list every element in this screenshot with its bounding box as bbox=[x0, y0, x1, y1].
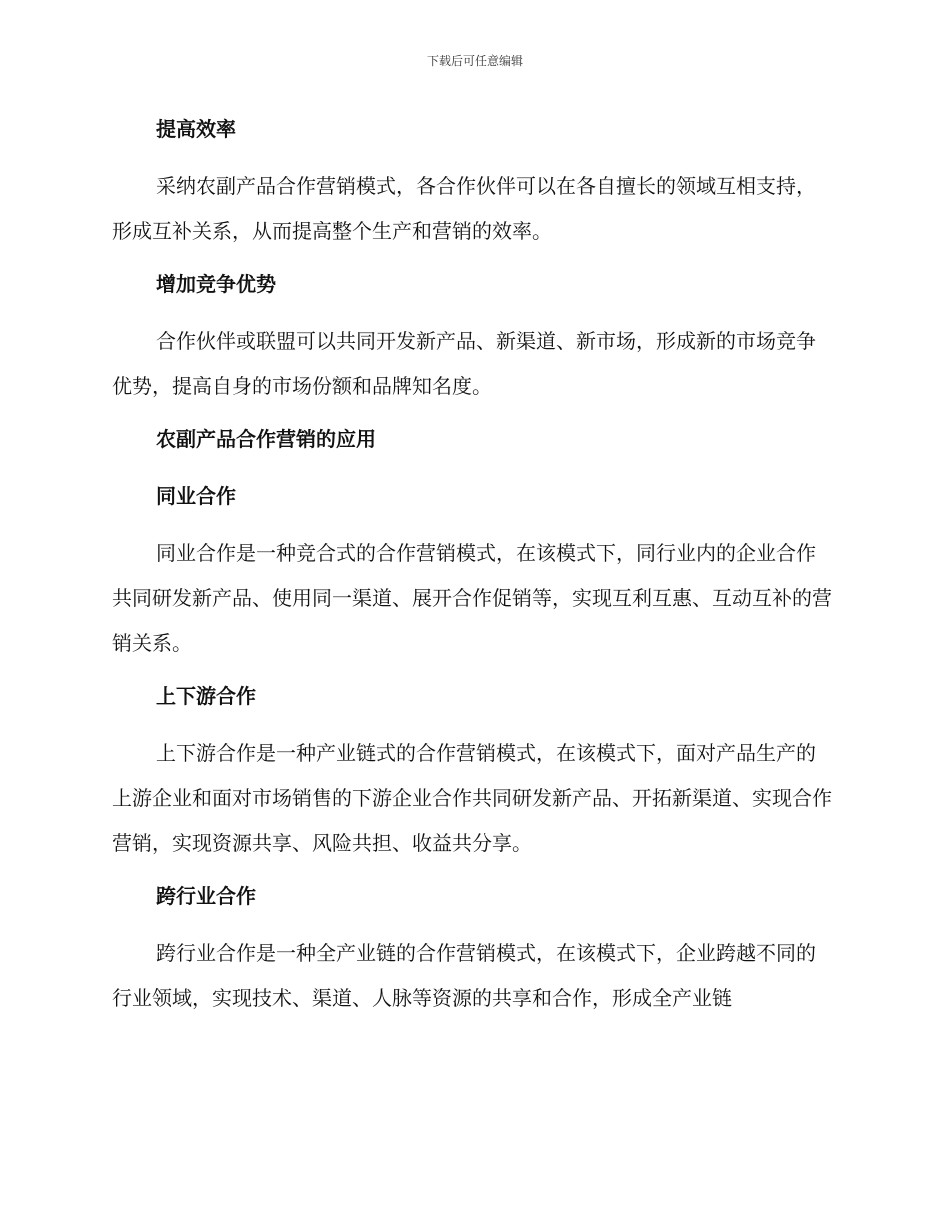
section-heading-application: 农副产品合作营销的应用 bbox=[156, 427, 376, 451]
section-heading-competitive-advantage: 增加竞争优势 bbox=[156, 272, 276, 296]
section-heading-same-industry: 同业合作 bbox=[156, 484, 236, 508]
section-heading-efficiency: 提高效率 bbox=[156, 117, 236, 141]
paragraph-cross-industry: 跨行业合作是一种全产业链的合作营销模式，在该模式下，企业跨越不同的行业领域，实现技术、渠道、人脉等资源的共享和合作，形成全产业链 bbox=[112, 941, 816, 1010]
paragraph-same-industry: 同业合作是一种竞合式的合作营销模式，在该模式下，同行业内的企业合作共同研发新产品、使用同一渠道、展开合作促销等，实现互利互惠、互动互补的营销关系。 bbox=[112, 541, 832, 655]
section-heading-cross-industry: 跨行业合作 bbox=[156, 884, 256, 908]
paragraph-upstream-downstream: 上下游合作是一种产业链式的合作营销模式，在该模式下，面对产品生产的上游企业和面对市场销售的下游企业合作共同研发新产品、开拓新渠道、实现合作营销，实现资源共享、风险共担、收益共分享。 bbox=[112, 741, 832, 855]
section-heading-upstream-downstream: 上下游合作 bbox=[156, 684, 256, 708]
paragraph-competitive-advantage: 合作伙伴或联盟可以共同开发新产品、新渠道、新市场，形成新的市场竞争优势，提高自身的市场份额和品牌知名度。 bbox=[112, 329, 816, 398]
document-body bbox=[112, 112, 832, 1034]
page-header: 下载后可任意编辑 bbox=[426, 54, 523, 68]
paragraph-efficiency: 采纳农副产品合作营销模式，各合作伙伴可以在各自擅长的领域互相支持，形成互补关系，从而提高整个生产和营销的效率。 bbox=[112, 174, 816, 243]
